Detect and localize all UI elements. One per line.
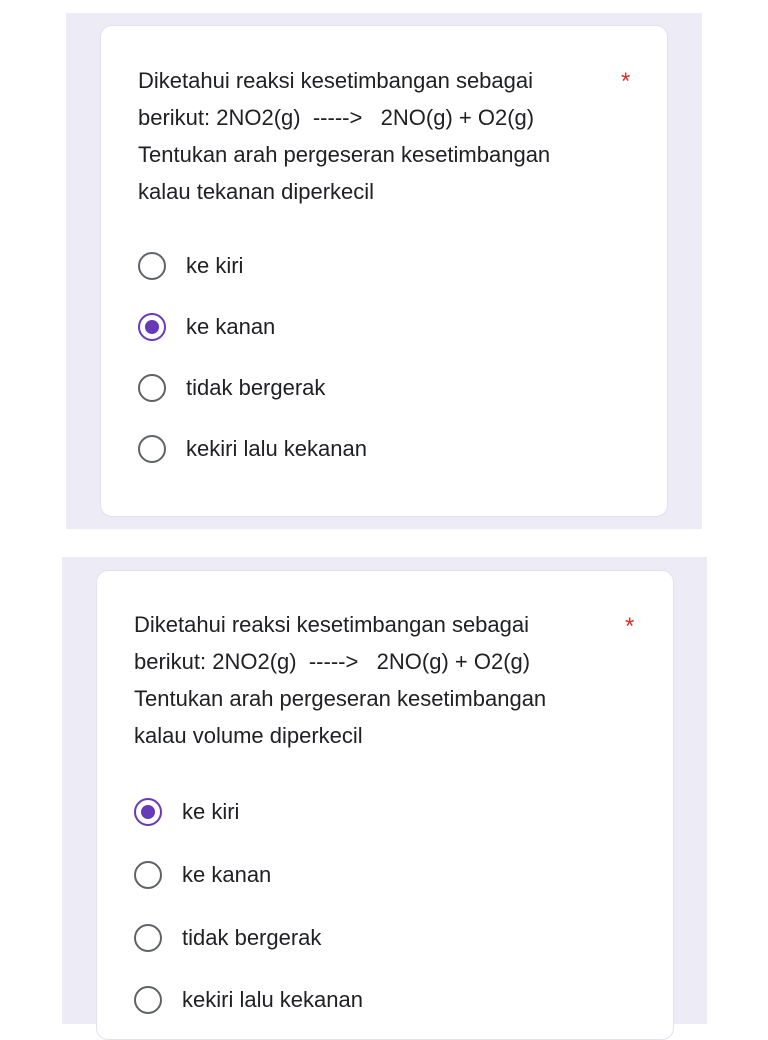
- question-line: Tentukan arah pergeseran kesetimbangan: [138, 142, 551, 167]
- question-text: [138, 62, 550, 210]
- option-label: ke kanan: [186, 314, 276, 339]
- question-card-1: [100, 25, 668, 517]
- question-line: Diketahui reaksi kesetimbangan sebagai: [134, 612, 530, 637]
- option-label: ke kiri: [182, 799, 240, 824]
- radio-checked-icon[interactable]: [134, 798, 162, 826]
- radio-unchecked-icon[interactable]: [134, 861, 162, 889]
- radio-unchecked-icon[interactable]: [138, 252, 166, 280]
- question-text: [134, 606, 546, 754]
- option-ke-kanan[interactable]: [138, 313, 275, 341]
- required-asterisk: *: [625, 613, 635, 640]
- option-ke-kiri[interactable]: [138, 252, 243, 280]
- option-label: ke kiri: [186, 253, 244, 278]
- question-line: kalau tekanan diperkecil: [138, 179, 375, 204]
- option-ke-kiri[interactable]: [134, 798, 239, 826]
- required-asterisk: *: [621, 68, 631, 95]
- question-card-2: [96, 570, 674, 1040]
- option-ke-kanan[interactable]: [134, 861, 271, 889]
- radio-checked-icon[interactable]: [138, 313, 166, 341]
- question-line: Diketahui reaksi kesetimbangan sebagai: [138, 68, 534, 93]
- question-line: Tentukan arah pergeseran kesetimbangan: [134, 686, 547, 711]
- option-label: tidak bergerak: [182, 925, 322, 950]
- option-tidak-bergerak[interactable]: [134, 924, 321, 952]
- question-line: kalau volume diperkecil: [134, 723, 363, 748]
- option-label: kekiri lalu kekanan: [186, 436, 367, 461]
- option-label: kekiri lalu kekanan: [182, 987, 363, 1012]
- radio-unchecked-icon[interactable]: [138, 435, 166, 463]
- option-kekiri-lalu-kekanan[interactable]: [138, 435, 367, 463]
- option-kekiri-lalu-kekanan[interactable]: [134, 986, 363, 1014]
- radio-unchecked-icon[interactable]: [134, 986, 162, 1014]
- option-tidak-bergerak[interactable]: [138, 374, 325, 402]
- question-line: berikut: 2NO2(g) -----> 2NO(g) + O2(g): [134, 649, 531, 674]
- option-label: ke kanan: [182, 862, 272, 887]
- option-label: tidak bergerak: [186, 375, 326, 400]
- radio-unchecked-icon[interactable]: [138, 374, 166, 402]
- question-line: berikut: 2NO2(g) -----> 2NO(g) + O2(g): [138, 105, 535, 130]
- radio-unchecked-icon[interactable]: [134, 924, 162, 952]
